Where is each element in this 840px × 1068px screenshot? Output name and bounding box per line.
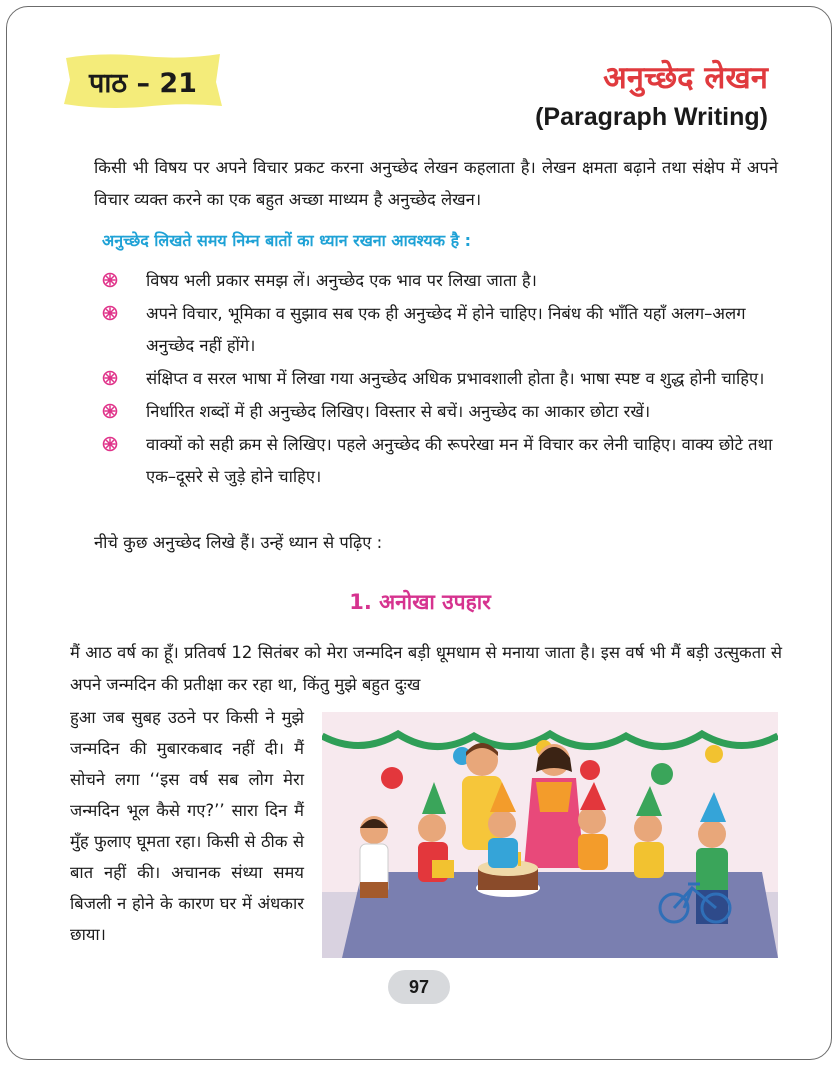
point-text: वाक्यों को सही क्रम से लिखिए। पहले अनुच्छेद की रूपरेखा मन में विचार कर लेनी चाहिए। वाक्य छोटे तथा एक–दूसरे से जुड़े होने चाहिए। — [146, 435, 773, 486]
points-heading: अनुच्छेद लिखते समय निम्न बातों का ध्यान रखना आवश्यक है : — [102, 231, 472, 250]
lesson-label: पाठ – 21 — [89, 67, 197, 99]
list-item — [94, 298, 784, 362]
point-text: अपने विचार, भूमिका व सुझाव सब एक ही अनुच्छेद में होने चाहिए। निबंध की भाँति यहाँ अलग–अलग अनुच्छेद नहीं होंगे। — [146, 304, 746, 355]
point-text: निर्धारित शब्दों में ही अनुच्छेद लिखिए। विस्तार से बचें। अनुच्छेद का आकार छोटा रखें। — [146, 402, 651, 421]
list-item — [94, 396, 784, 428]
story-paragraph-left: हुआ जब सुबह उठने पर किसी ने मुझे जन्मदिन की मुबारकबाद नहीं दी। मैं सोचने लगा ‘‘इस वर्ष सब लोग मेरा जन्मदिन भूल कैसे गए?’’ सारा दिन मैं मुँह फुलाए घूमता रहा। किसी से ठीक से बात नहीं की। अचानक संध्या समय बिजली न होने के कारण घर में अंधकार छाया। — [70, 708, 304, 944]
flower-bullet-icon — [102, 370, 118, 386]
page-number: 97 — [388, 970, 450, 1004]
page-title-hindi: अनुच्छेद लेखन — [603, 60, 768, 96]
story-title: 1. अनोखा उपहार — [349, 590, 491, 614]
flower-bullet-icon — [102, 272, 118, 288]
list-item — [94, 429, 784, 493]
flower-bullet-icon — [102, 403, 118, 419]
lesson-badge — [62, 52, 224, 110]
story-paragraph-top: मैं आठ वर्ष का हूँ। प्रतिवर्ष 12 सितंबर को मेरा जन्मदिन बड़ी धूमधाम से मनाया जाता है। इस वर्ष भी मैं बड़ी उत्सुकता से अपने जन्मदिन की प्रतीक्षा कर रहा था, किंतु मुझे बहुत दुःख — [70, 643, 782, 694]
flower-bullet-icon — [102, 436, 118, 452]
list-item — [94, 363, 784, 395]
point-text: संक्षिप्त व सरल भाषा में लिखा गया अनुच्छेद अधिक प्रभावशाली होता है। भाषा स्पष्ट व शुद्ध होनी चाहिए। — [146, 369, 765, 388]
list-item — [94, 265, 784, 297]
birthday-party-illustration — [322, 712, 778, 958]
page-title-english: (Paragraph Writing) — [535, 103, 768, 131]
instruction-note: नीचे कुछ अनुच्छेद लिखे हैं। उन्हें ध्यान से पढ़िए : — [94, 533, 383, 552]
points-list — [94, 265, 784, 494]
point-text: विषय भली प्रकार समझ लें। अनुच्छेद एक भाव पर लिखा जाता है। — [146, 271, 537, 290]
flower-bullet-icon — [102, 305, 118, 321]
intro-paragraph: किसी भी विषय पर अपने विचार प्रकट करना अनुच्छेद लेखन कहलाता है। लेखन क्षमता बढ़ाने तथा संक्षेप में अपने विचार व्यक्त करने का एक बहुत अच्छा माध्यम है अनुच्छेद लेखन। — [94, 158, 778, 209]
